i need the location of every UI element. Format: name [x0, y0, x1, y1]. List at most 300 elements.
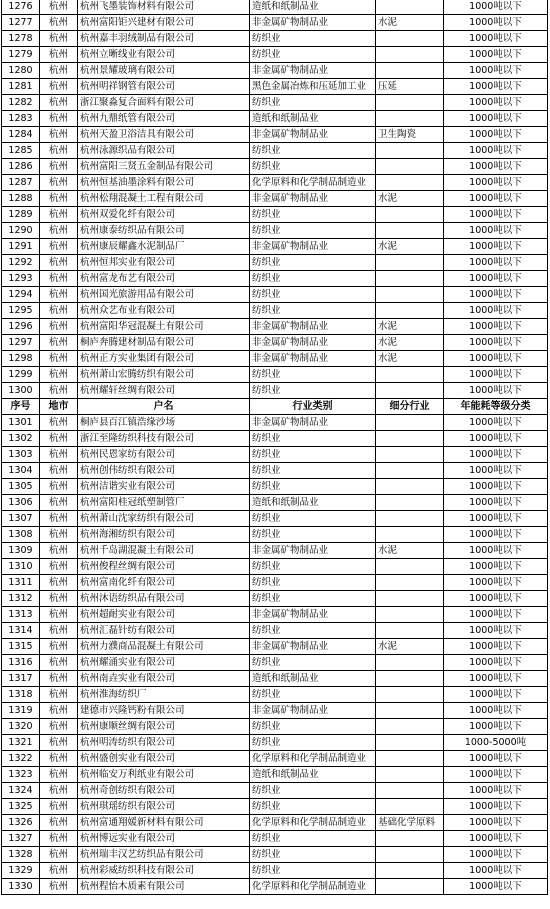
header-city: 地市: [40, 399, 78, 415]
cell-name: 杭州富通翔媛新材料有限公司: [78, 815, 250, 831]
cell-seq: 1307: [2, 511, 40, 527]
cell-seq: 1311: [2, 575, 40, 591]
table-row: [2, 623, 548, 639]
cell-sub: [376, 95, 444, 111]
cell-name: 杭州国光旅游用品有限公司: [78, 287, 250, 303]
cell-city: 杭州: [40, 223, 78, 239]
cell-city: 杭州: [40, 191, 78, 207]
cell-industry: 非金属矿物制品业: [250, 335, 376, 351]
cell-level: 1000吨以下: [444, 63, 548, 79]
cell-industry: 造纸和纸制品业: [250, 495, 376, 511]
cell-level: 1000吨以下: [444, 879, 548, 895]
table-row: [2, 863, 548, 879]
cell-city: 杭州: [40, 447, 78, 463]
cell-level: 1000吨以下: [444, 223, 548, 239]
cell-level: 1000吨以下: [444, 463, 548, 479]
cell-city: 杭州: [40, 527, 78, 543]
cell-level: 1000吨以下: [444, 303, 548, 319]
cell-sub: [376, 303, 444, 319]
table-row: [2, 847, 548, 863]
cell-industry: 纺织业: [250, 783, 376, 799]
cell-seq: 1283: [2, 111, 40, 127]
table-row: [2, 575, 548, 591]
cell-sub: [376, 415, 444, 431]
cell-level: 1000吨以下: [444, 431, 548, 447]
cell-name: 杭州明祥钢管有限公司: [78, 79, 250, 95]
cell-industry: 纺织业: [250, 799, 376, 815]
table-row: [2, 815, 548, 831]
cell-industry: 非金属矿物制品业: [250, 415, 376, 431]
cell-seq: 1288: [2, 191, 40, 207]
cell-level: 1000吨以下: [444, 191, 548, 207]
cell-name: 杭州富南化纤有限公司: [78, 575, 250, 591]
table-row: [2, 799, 548, 815]
cell-seq: 1326: [2, 815, 40, 831]
cell-level: 1000吨以下: [444, 703, 548, 719]
cell-city: 杭州: [40, 47, 78, 63]
cell-level: 1000吨以下: [444, 799, 548, 815]
table-row: [2, 543, 548, 559]
cell-name: 杭州景耀玻璃有限公司: [78, 63, 250, 79]
cell-name: 杭州力濮商品混凝土有限公司: [78, 639, 250, 655]
cell-seq: 1276: [2, 0, 40, 15]
cell-sub: [376, 879, 444, 895]
cell-name: 杭州恒邦实业有限公司: [78, 255, 250, 271]
cell-sub: [376, 783, 444, 799]
cell-seq: 1310: [2, 559, 40, 575]
cell-seq: 1315: [2, 639, 40, 655]
cell-level: 1000吨以下: [444, 335, 548, 351]
cell-industry: 造纸和纸制品业: [250, 671, 376, 687]
cell-name: 杭州俊程丝绸有限公司: [78, 559, 250, 575]
cell-level: 1000吨以下: [444, 783, 548, 799]
cell-industry: 纺织业: [250, 591, 376, 607]
cell-city: 杭州: [40, 239, 78, 255]
cell-industry: 造纸和纸制品业: [250, 111, 376, 127]
table-row: [2, 639, 548, 655]
cell-name: 杭州琪瑶纺织有限公司: [78, 799, 250, 815]
cell-level: 1000吨以下: [444, 495, 548, 511]
cell-seq: 1293: [2, 271, 40, 287]
cell-seq: 1317: [2, 671, 40, 687]
table-row: [2, 751, 548, 767]
cell-name: 浙江聚淼复合面料有限公司: [78, 95, 250, 111]
cell-level: 1000吨以下: [444, 47, 548, 63]
cell-industry: 造纸和纸制品业: [250, 767, 376, 783]
cell-name: 杭州耀轩丝绸有限公司: [78, 383, 250, 399]
cell-seq: 1287: [2, 175, 40, 191]
cell-seq: 1322: [2, 751, 40, 767]
cell-city: 杭州: [40, 607, 78, 623]
cell-sub: [376, 847, 444, 863]
cell-city: 杭州: [40, 799, 78, 815]
cell-seq: 1301: [2, 415, 40, 431]
cell-name: 杭州松翔混凝土工程有限公司: [78, 191, 250, 207]
cell-sub: [376, 431, 444, 447]
cell-city: 杭州: [40, 863, 78, 879]
cell-sub: [376, 559, 444, 575]
cell-seq: 1284: [2, 127, 40, 143]
cell-seq: 1295: [2, 303, 40, 319]
cell-name: 杭州双爱化纤有限公司: [78, 207, 250, 223]
cell-city: 杭州: [40, 559, 78, 575]
cell-sub: [376, 143, 444, 159]
table-row: [2, 383, 548, 399]
table-row: [2, 175, 548, 191]
cell-sub: [376, 255, 444, 271]
cell-industry: 非金属矿物制品业: [250, 319, 376, 335]
table-row: [2, 255, 548, 271]
table-row: [2, 95, 548, 111]
cell-seq: 1303: [2, 447, 40, 463]
cell-name: 杭州盛创实业有限公司: [78, 751, 250, 767]
cell-level: 1000吨以下: [444, 671, 548, 687]
cell-name: 杭州千岛湖混凝土有限公司: [78, 543, 250, 559]
cell-name: 杭州海湘纺织有限公司: [78, 527, 250, 543]
cell-industry: 非金属矿物制品业: [250, 127, 376, 143]
header-name: 户名: [78, 399, 250, 415]
cell-seq: 1281: [2, 79, 40, 95]
table-row: [2, 143, 548, 159]
cell-industry: 纺织业: [250, 431, 376, 447]
table-row: [2, 159, 548, 175]
cell-name: 杭州汇磊针纺有限公司: [78, 623, 250, 639]
cell-seq: 1285: [2, 143, 40, 159]
cell-level: 1000吨以下: [444, 623, 548, 639]
cell-city: 杭州: [40, 0, 78, 15]
cell-city: 杭州: [40, 479, 78, 495]
table-row: [2, 127, 548, 143]
enterprise-table: [1, 0, 548, 895]
cell-seq: 1323: [2, 767, 40, 783]
cell-industry: 纺织业: [250, 687, 376, 703]
cell-city: 杭州: [40, 879, 78, 895]
cell-name: 杭州泳源织品有限公司: [78, 143, 250, 159]
cell-sub: [376, 687, 444, 703]
cell-city: 杭州: [40, 831, 78, 847]
cell-sub: [376, 735, 444, 751]
cell-city: 杭州: [40, 287, 78, 303]
cell-level: 1000吨以下: [444, 655, 548, 671]
cell-level: 1000吨以下: [444, 607, 548, 623]
cell-industry: 纺织业: [250, 143, 376, 159]
cell-seq: 1327: [2, 831, 40, 847]
cell-industry: 非金属矿物制品业: [250, 15, 376, 31]
cell-industry: 纺织业: [250, 463, 376, 479]
cell-city: 杭州: [40, 111, 78, 127]
cell-city: 杭州: [40, 367, 78, 383]
cell-city: 杭州: [40, 255, 78, 271]
cell-industry: 非金属矿物制品业: [250, 543, 376, 559]
cell-name: 杭州彩威纺织科技有限公司: [78, 863, 250, 879]
table-row: [2, 207, 548, 223]
cell-sub: [376, 47, 444, 63]
cell-industry: 纺织业: [250, 95, 376, 111]
cell-level: 1000吨以下: [444, 767, 548, 783]
cell-sub: [376, 31, 444, 47]
cell-sub: [376, 495, 444, 511]
cell-name: 杭州康顺丝绸有限公司: [78, 719, 250, 735]
cell-sub: 卫生陶瓷: [376, 127, 444, 143]
cell-city: 杭州: [40, 127, 78, 143]
cell-name: 杭州临安万利纸业有限公司: [78, 767, 250, 783]
cell-city: 杭州: [40, 815, 78, 831]
table-row: [2, 63, 548, 79]
cell-industry: 纺织业: [250, 367, 376, 383]
cell-level: 1000吨以下: [444, 319, 548, 335]
cell-city: 杭州: [40, 703, 78, 719]
cell-level: 1000吨以下: [444, 175, 548, 191]
table-row: [2, 431, 548, 447]
cell-industry: 纺织业: [250, 223, 376, 239]
cell-name: 杭州众艺布业有限公司: [78, 303, 250, 319]
cell-level: 1000吨以下: [444, 527, 548, 543]
cell-sub: [376, 527, 444, 543]
cell-industry: 纺织业: [250, 287, 376, 303]
table-row: [2, 223, 548, 239]
cell-sub: [376, 367, 444, 383]
cell-seq: 1329: [2, 863, 40, 879]
cell-industry: 纺织业: [250, 159, 376, 175]
cell-city: 杭州: [40, 15, 78, 31]
cell-industry: 纺织业: [250, 527, 376, 543]
cell-city: 杭州: [40, 687, 78, 703]
cell-seq: 1296: [2, 319, 40, 335]
cell-city: 杭州: [40, 159, 78, 175]
cell-sub: 水泥: [376, 239, 444, 255]
cell-seq: 1280: [2, 63, 40, 79]
cell-city: 杭州: [40, 671, 78, 687]
cell-sub: [376, 575, 444, 591]
cell-name: 浙江至隆纺织科技有限公司: [78, 431, 250, 447]
header-sub: 细分行业: [376, 399, 444, 415]
cell-level: 1000吨以下: [444, 351, 548, 367]
cell-sub: 压延: [376, 79, 444, 95]
cell-sub: 水泥: [376, 335, 444, 351]
cell-sub: [376, 175, 444, 191]
cell-name: 杭州富阳钜兴建材有限公司: [78, 15, 250, 31]
cell-city: 杭州: [40, 431, 78, 447]
cell-sub: [376, 703, 444, 719]
cell-level: 1000吨以下: [444, 559, 548, 575]
cell-sub: [376, 591, 444, 607]
cell-city: 杭州: [40, 319, 78, 335]
cell-sub: 水泥: [376, 639, 444, 655]
table-body-before: [2, 0, 548, 399]
cell-sub: [376, 799, 444, 815]
table-row: [2, 319, 548, 335]
cell-name: 杭州富龙布艺有限公司: [78, 271, 250, 287]
cell-level: 1000吨以下: [444, 543, 548, 559]
cell-level: 1000吨以下: [444, 31, 548, 47]
cell-city: 杭州: [40, 351, 78, 367]
table-row: [2, 671, 548, 687]
cell-name: 杭州洁谐实业有限公司: [78, 479, 250, 495]
table-row: [2, 0, 548, 15]
cell-industry: 纺织业: [250, 479, 376, 495]
cell-level: 1000吨以下: [444, 383, 548, 399]
cell-seq: 1313: [2, 607, 40, 623]
table-row: [2, 303, 548, 319]
cell-sub: [376, 751, 444, 767]
cell-sub: [376, 623, 444, 639]
cell-level: 1000吨以下: [444, 0, 548, 15]
cell-level: 1000吨以下: [444, 479, 548, 495]
cell-city: 杭州: [40, 591, 78, 607]
table-row: [2, 415, 548, 431]
cell-city: 杭州: [40, 639, 78, 655]
cell-sub: [376, 0, 444, 15]
table-row: [2, 47, 548, 63]
cell-industry: 非金属矿物制品业: [250, 239, 376, 255]
cell-industry: 非金属矿物制品业: [250, 351, 376, 367]
cell-level: 1000吨以下: [444, 639, 548, 655]
cell-industry: 纺织业: [250, 447, 376, 463]
cell-name: 杭州奇创纺织有限公司: [78, 783, 250, 799]
table-row: [2, 287, 548, 303]
cell-name: 杭州康泰纺织品有限公司: [78, 223, 250, 239]
cell-city: 杭州: [40, 511, 78, 527]
cell-name: 杭州沐语纺织品有限公司: [78, 591, 250, 607]
header-industry: 行业类别: [250, 399, 376, 415]
cell-seq: 1302: [2, 431, 40, 447]
cell-city: 杭州: [40, 63, 78, 79]
cell-seq: 1299: [2, 367, 40, 383]
cell-level: 1000吨以下: [444, 143, 548, 159]
cell-name: 杭州博远实业有限公司: [78, 831, 250, 847]
cell-sub: 基础化学原料: [376, 815, 444, 831]
table-row: [2, 879, 548, 895]
cell-sub: [376, 719, 444, 735]
cell-seq: 1324: [2, 783, 40, 799]
table-body-after: [2, 415, 548, 895]
header-row: [2, 399, 548, 415]
cell-sub: [376, 479, 444, 495]
cell-name: 杭州创伟纺织有限公司: [78, 463, 250, 479]
cell-seq: 1318: [2, 687, 40, 703]
cell-level: 1000吨以下: [444, 287, 548, 303]
table-row: [2, 607, 548, 623]
cell-level: 1000吨以下: [444, 95, 548, 111]
cell-seq: 1278: [2, 31, 40, 47]
cell-name: 杭州富阳三贤五金制品有限公司: [78, 159, 250, 175]
cell-industry: 化学原料和化学制品制造业: [250, 815, 376, 831]
cell-level: 1000吨以下: [444, 719, 548, 735]
cell-industry: 纺织业: [250, 271, 376, 287]
cell-city: 杭州: [40, 143, 78, 159]
table-row: [2, 767, 548, 783]
cell-industry: 纺织业: [250, 847, 376, 863]
cell-name: 杭州富阳华冠混凝土有限公司: [78, 319, 250, 335]
table-row: [2, 367, 548, 383]
table-row: [2, 271, 548, 287]
table-row: [2, 191, 548, 207]
cell-level: 1000吨以下: [444, 863, 548, 879]
cell-seq: 1298: [2, 351, 40, 367]
cell-level: 1000吨以下: [444, 815, 548, 831]
cell-seq: 1306: [2, 495, 40, 511]
cell-city: 杭州: [40, 271, 78, 287]
cell-level: 1000吨以下: [444, 367, 548, 383]
cell-sub: 水泥: [376, 15, 444, 31]
cell-city: 杭州: [40, 31, 78, 47]
header-seq: 序号: [2, 399, 40, 415]
cell-sub: [376, 63, 444, 79]
cell-level: 1000吨以下: [444, 207, 548, 223]
cell-name: 杭州康辰耀鑫水泥制品厂: [78, 239, 250, 255]
cell-name: 杭州富阳桂冠纸塑制管厂: [78, 495, 250, 511]
cell-city: 杭州: [40, 383, 78, 399]
cell-seq: 1328: [2, 847, 40, 863]
cell-seq: 1314: [2, 623, 40, 639]
cell-seq: 1290: [2, 223, 40, 239]
table-row: [2, 527, 548, 543]
table-row: [2, 479, 548, 495]
cell-sub: 水泥: [376, 191, 444, 207]
cell-sub: 水泥: [376, 351, 444, 367]
cell-city: 杭州: [40, 767, 78, 783]
cell-sub: [376, 671, 444, 687]
cell-name: 杭州恒基油墨涂料有限公司: [78, 175, 250, 191]
cell-seq: 1312: [2, 591, 40, 607]
cell-industry: 纺织业: [250, 623, 376, 639]
cell-name: 杭州明涛纺织有限公司: [78, 735, 250, 751]
cell-industry: 纺织业: [250, 383, 376, 399]
cell-city: 杭州: [40, 751, 78, 767]
cell-name: 杭州程怡木质素有限公司: [78, 879, 250, 895]
table-row: [2, 687, 548, 703]
cell-name: 杭州九鼎纸管有限公司: [78, 111, 250, 127]
cell-city: 杭州: [40, 847, 78, 863]
cell-city: 杭州: [40, 79, 78, 95]
cell-name: 杭州民恩家纺有限公司: [78, 447, 250, 463]
cell-sub: [376, 447, 444, 463]
cell-level: 1000-5000吨: [444, 735, 548, 751]
cell-name: 建德市兴隆钙粉有限公司: [78, 703, 250, 719]
cell-seq: 1316: [2, 655, 40, 671]
table-row: [2, 591, 548, 607]
cell-sub: [376, 607, 444, 623]
table-row: [2, 31, 548, 47]
table-row: [2, 463, 548, 479]
cell-city: 杭州: [40, 655, 78, 671]
table-row: [2, 559, 548, 575]
table-row: [2, 111, 548, 127]
cell-level: 1000吨以下: [444, 591, 548, 607]
cell-seq: 1282: [2, 95, 40, 111]
cell-name: 杭州立晰线业有限公司: [78, 47, 250, 63]
cell-city: 杭州: [40, 735, 78, 751]
cell-industry: 纺织业: [250, 735, 376, 751]
table-row: [2, 239, 548, 255]
cell-sub: [376, 111, 444, 127]
cell-sub: [376, 655, 444, 671]
table-row: [2, 831, 548, 847]
table-row: [2, 655, 548, 671]
cell-seq: 1294: [2, 287, 40, 303]
cell-city: 杭州: [40, 783, 78, 799]
table-row: [2, 735, 548, 751]
cell-industry: 纺织业: [250, 719, 376, 735]
cell-level: 1000吨以下: [444, 831, 548, 847]
cell-level: 1000吨以下: [444, 575, 548, 591]
cell-seq: 1297: [2, 335, 40, 351]
cell-name: 杭州嘉丰羽绒制品有限公司: [78, 31, 250, 47]
cell-seq: 1308: [2, 527, 40, 543]
cell-sub: [376, 511, 444, 527]
cell-seq: 1305: [2, 479, 40, 495]
cell-level: 1000吨以下: [444, 687, 548, 703]
